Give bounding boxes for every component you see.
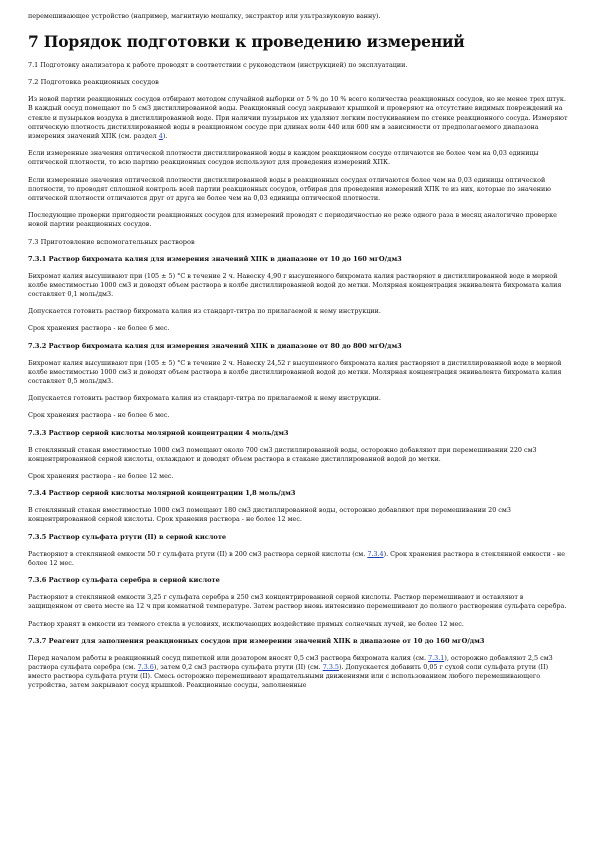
document-page: [28, 12, 568, 699]
intro-text: перемешивающее устройство (например, магнитную мешалку, экстрактор или ультразвуковую ванну).: [28, 12, 381, 20]
section-title: 7 Порядок подготовки к проведению измерений: [28, 32, 465, 51]
link-7-3-6[interactable]: 7.3.6: [137, 662, 154, 671]
para-7-3-1-a: Бихромат калия высушивают при (105 ± 5) °С в течение 2 ч. Навеску 4,90 г высушенного бихромата калия растворяют в дистиллированной воде в мерной колбе вместимостью 1000 см3 и доводят объем раствора в колбе дистиллированной водой до метки. Молярная концентрация эквивалента бихромата калия составляет 0,1 моль/дм3.: [28, 271, 562, 299]
link-section-4[interactable]: 4: [158, 132, 163, 141]
heading-7-2: 7.2 Подготовка реакционных сосудов: [28, 78, 159, 87]
heading-7-3-1: 7.3.1 Раствор бихромата калия для измерения значений ХПК в диапазоне от 10 до 160 мгО/дм3: [28, 254, 402, 263]
para-7-2-b: Если измеренные значения оптической плотности дистиллированной воды в каждом реакционном сосуде отличаются не более чем на 0,03 единицы оптической плотности, то всю партию реакционных сосудов используют для проведения измерений ХПК.: [28, 149, 539, 167]
para-7-1: 7.1 Подготовку анализатора к работе проводят в соответствии с руководством (инструкцией) по эксплуатации.: [28, 61, 408, 69]
heading-7-3-7: 7.3.7 Реагент для заполнения реакционных сосудов при измерении значений ХПК в диапазоне от 10 до 160 мгО/дм3: [28, 636, 485, 645]
para-7-2-a: Из новой партии реакционных сосудов отбирают методом случайной выборки от 5 % до 10 % всего количества реакционных сосудов, но не менее трех штук. В каждый сосуд помещают по 5 см3 дистиллированной воды. Реакционный сосуд закрывают крышкой и проверяют на отсутствие видимых повреждений на стекле и пузырьков воздуха в дистиллированной воде. При наличии пузырьков их удаляют легким постукиванием по стенке реакционного сосуда. Измеряют оптическую плотность дистиллированной воды в реакционном сосуде при длинах волн 440 или 600 нм в зависимости от предполагаемого диапазона измерения значений ХПК (см. раздел 4).: [28, 95, 568, 141]
para-7-3-6-a: Растворяют в стеклянной емкости 3,25 г сульфата серебра в 250 см3 концентрированной серной кислоты. Раствор перемешивают и оставляют в защищенном от света месте на 12 ч при комнатной температуре. Затем раствор вновь интенсивно перемешивают до полного растворения сульфата серебра.: [28, 593, 567, 611]
heading-7-3-6: 7.3.6 Раствор сульфата серебра в серной кислоте: [28, 576, 220, 585]
para-7-3-7-a: Перед началом работы в реакционный сосуд пипеткой или дозатором вносят 0,5 см3 раствора бихромата калия (см. 7.3.1), осторожно добавляют 2,5 см3 раствора сульфата серебра (см. 7.3.6), затем 0,2 см3 раствора сульфата ртути (II) (см. 7.3.5). Допускается добавить 0,05 г сухой соли сульфата ртути (II) вместо раствора сульфата ртути (II). Смесь осторожно перемешивают вращательными движениями или с использованием любого перемешивающего устройства, затем закрывают сосуд крышкой. Реакционные сосуды, заполненные: [28, 653, 553, 690]
para-7-3-3-b: Срок хранения раствора - не более 12 мес.: [28, 472, 174, 481]
heading-7-3: 7.3 Приготовление вспомогательных растворов: [28, 237, 195, 246]
link-7-3-5[interactable]: 7.3.5: [322, 662, 339, 671]
para-7-3-1-c: Срок хранения раствора - не более 6 мес.: [28, 324, 170, 333]
para-7-3-2-a: Бихромат калия высушивают при (105 ± 5) °С в течение 2 ч. Навеску 24,52 г высушенного бихромата калия растворяют в дистиллированной воде в мерной колбе вместимостью 1000 см3 и доводят объем раствора в колбе дистиллированной водой до метки. Молярная концентрация эквивалента бихромата калия составляет 0,5 моль/дм3.: [28, 358, 562, 386]
para-7-3-6-b: Раствор хранят в емкости из темного стекла в условиях, исключающих воздействие прямых солнечных лучей, не более 12 мес.: [28, 619, 464, 628]
heading-7-3-3: 7.3.3 Раствор серной кислоты молярной концентрации 4 моль/дм3: [28, 428, 289, 437]
para-7-3-5-a: Растворяют в стеклянной емкости 50 г сульфата ртути (II) в 200 см3 раствора серной кислоты (см. 7.3.4). Срок хранения раствора в стеклянной емкости - не более 12 мес.: [28, 549, 566, 567]
link-7-3-1[interactable]: 7.3.1: [428, 653, 445, 662]
para-7-3-1-b: Допускается готовить раствор бихромата калия из стандарт-титра по прилагаемой к нему инструкции.: [28, 307, 381, 316]
heading-7-3-4: 7.3.4 Раствор серной кислоты молярной концентрации 1,8 моль/дм3: [28, 489, 296, 498]
para-7-2-d: Последующие проверки пригодности реакционных сосудов для измерений проводят с периодичностью не реже одного раза в месяц аналогично проверке новой партии реакционных сосудов.: [28, 211, 557, 229]
heading-7-3-2: 7.3.2 Раствор бихромата калия для измерения значений ХПК в диапазоне от 80 до 800 мгО/дм3: [28, 341, 402, 350]
heading-7-3-5: 7.3.5 Раствор сульфата ртути (II) в серной кислоте: [28, 532, 227, 541]
para-7-3-4-a: В стеклянный стакан вместимостью 1000 см3 помещают 180 см3 дистиллированной воды, осторожно добавляют при перемешивании 20 см3 концентрированной серной кислоты. Срок хранения раствора - не более 12 мес.: [28, 506, 511, 524]
para-7-2-c: Если измеренные значения оптической плотности дистиллированной воды в реакционных сосудах отличаются более чем на 0,03 единицы оптической плотности, то проводят сплошной контроль всей партии реакционных сосудов, отбирая для проведения измерений ХПК те из них, которые по значению оптической плотности отличаются друг от друга не более чем на 0,03 единицы оптической плотности.: [28, 175, 551, 203]
para-7-3-2-c: Срок хранения раствора - не более 6 мес.: [28, 411, 170, 420]
para-7-3-3-a: В стеклянный стакан вместимостью 1000 см3 помещают около 700 см3 дистиллированной воды, осторожно добавляют при перемешивании 220 см3 концентрированной серной кислоты, охлаждают и доводят объем раствора в стакане дистиллированной водой до метки.: [28, 445, 537, 463]
para-7-3-2-b: Допускается готовить раствор бихромата калия из стандарт-титра по прилагаемой к нему инструкции.: [28, 394, 381, 403]
link-7-3-4[interactable]: 7.3.4: [367, 549, 384, 558]
